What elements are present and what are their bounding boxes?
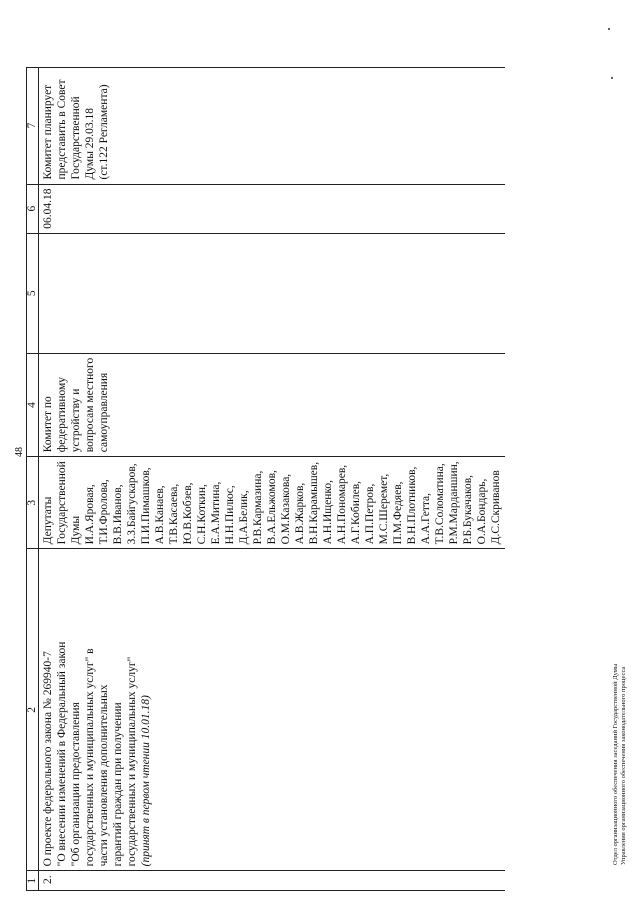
initiator-item: П.М.Федяев, [392,481,404,545]
committee-line: устройству и [70,388,82,453]
plan-line: Комитет планирует [42,84,54,180]
scan-speck [608,28,610,30]
initiator-item: З.З.Байгускаров, [126,463,138,545]
bill-title-line: "Об организации предоставления [70,702,82,867]
committee-line: вопросам местного [84,357,96,453]
initiator-item: Ю.В.Кобзев, [182,482,194,545]
table-row [39,67,506,890]
committee-line: Комитет по [42,396,54,453]
plan-line: Государственной [70,96,82,180]
header-row [27,67,39,890]
plan-line: (ст.122 Регламента) [98,84,110,180]
initiator-item: А.Г.Кобилев, [350,480,362,545]
initiator-item: В.А.Ельжомов, [266,470,278,545]
header-col-3: 3 [27,457,39,549]
initiator-item: Д.А.Белик, [238,490,250,545]
committee-line: федеративному [56,376,68,453]
initiator-item: Д.С.Скриванов [490,470,502,545]
initiator-item: Государственной [56,461,68,545]
scan-speck [611,77,613,79]
header-col-2: 2 [27,549,39,871]
initiator-item: А.В.Жарков, [294,482,306,545]
initiator-item: Т.В.Соломатина, [434,463,446,545]
plan-line: Думы 29.03.18 [84,107,96,180]
initiator-item: В.В.Иванов, [112,484,124,545]
bill-title-line: государственных и муниципальных услуг" [126,656,138,867]
bill-title-line: О проекте федерального закона № 269940-7 [42,651,54,867]
initiator-item: Р.В.Кармазина, [252,470,264,545]
footer-line-1: Отдел организационного обеспечения заседаний Государственной Думы [612,663,619,865]
bill-title-line: части установления дополнительных [98,684,110,867]
initiator-item: Депутаты [42,496,54,545]
initiator-item: Р.Б.Букачаков, [462,474,474,545]
header-col-1: 1 [27,871,39,891]
plan-line: представить в Совет [56,79,68,180]
initiator-item: П.И.Пимашков, [140,467,152,545]
initiator-item: Е.А.Митина, [210,481,222,545]
footer [612,664,628,865]
initiator-item: А.П.Петров, [364,483,376,545]
bill-title-cell [39,549,506,871]
bill-title-line: "О внесении изменений в Федеральный закон [56,641,68,867]
initiator-item: О.М.Казакова, [280,473,292,545]
initiator-item: Т.И.Фролова, [98,479,110,545]
initiator-item: Думы [70,515,82,545]
initiator-item: В.Н.Плотников, [406,466,418,545]
initiator-item: А.Н.Ищенко, [322,479,334,545]
header-col-7: 7 [27,67,39,184]
header-col-5: 5 [27,233,39,353]
initiator-item: С.Н.Коткин, [196,484,208,545]
initiator-item: М.С.Шеремет, [378,473,390,545]
committee-line: самоуправления [98,372,110,453]
footer-line-2: Управления организационного обеспечения законодательного процесса [620,666,627,865]
plan-cell [39,67,506,184]
initiator-item: В.Н.Карамышев, [308,461,320,545]
initiator-item: Т.В.Касаева, [168,483,180,545]
initiator-item: А.А.Гетта, [420,492,432,545]
header-col-4: 4 [27,353,39,456]
empty-cell [39,233,506,353]
bills-table [26,67,505,891]
initiator-item: Р.М.Марданшин, [448,461,460,545]
bill-title-line: государственных и муниципальных услуг" в [84,648,96,867]
initiator-item: О.А.Бондарь, [476,478,488,545]
committee-cell [39,353,506,456]
initiators-cell [39,457,506,549]
page-number: 48 [14,447,25,457]
bill-title-line: гарантий граждан при получении [112,702,124,867]
initiator-item: И.А.Яровая, [84,484,96,545]
bill-reading-note: (принят в первом чтении 10.01.18) [140,695,152,867]
initiator-item: Н.Н.Пилюс, [224,485,236,545]
initiator-item: А.В.Канаев, [154,485,166,545]
initiator-item: А.Н.Пономарев, [336,464,348,545]
header-col-6: 6 [27,184,39,233]
date-cell: 06.04.18 [39,184,506,233]
row-number: 2. [39,871,506,891]
